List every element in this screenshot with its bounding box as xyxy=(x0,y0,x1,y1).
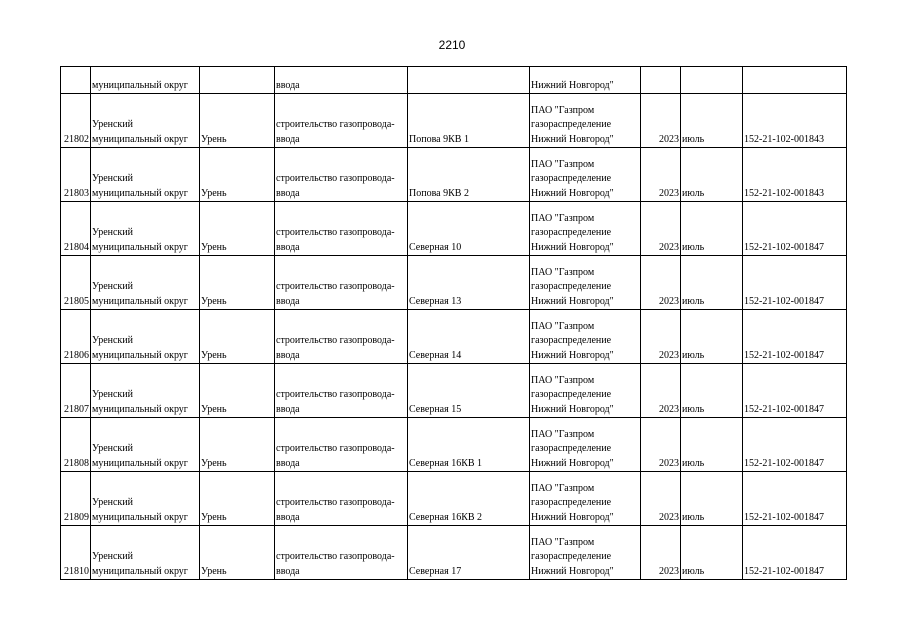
cell-code: 152-21-102-001843 xyxy=(743,148,847,202)
cell-address: Северная 15 xyxy=(408,364,530,418)
district-line: Уренский xyxy=(92,497,133,508)
cell-district xyxy=(91,94,200,148)
owner-line: газораспределение xyxy=(531,173,612,184)
cell-number: 21809 xyxy=(61,472,91,526)
cell-code: 152-21-102-001847 xyxy=(743,256,847,310)
cell-owner xyxy=(530,364,641,418)
cell-address: Северная 14 xyxy=(408,310,530,364)
cell-month: июль xyxy=(681,256,743,310)
owner-line: Нижний Новгород" xyxy=(531,133,614,145)
cell-month: июль xyxy=(681,202,743,256)
table-row xyxy=(61,256,847,310)
work-type-line: ввода xyxy=(276,133,300,145)
cell-year: 2023 xyxy=(641,364,681,418)
cell-code: 152-21-102-001843 xyxy=(743,94,847,148)
cell-owner xyxy=(530,148,641,202)
work-type-line: строительство газопровода- xyxy=(276,551,395,562)
cell-locality: Урень xyxy=(200,148,275,202)
cell-district xyxy=(91,364,200,418)
cell-district: муниципальный округ xyxy=(91,67,200,94)
cell-year: 2023 xyxy=(641,526,681,580)
work-type-line: ввода xyxy=(276,295,300,307)
cell-year: 2023 xyxy=(641,418,681,472)
cell-number: 21805 xyxy=(61,256,91,310)
work-type-line: строительство газопровода- xyxy=(276,173,395,184)
owner-line: ПАО "Газпром xyxy=(531,428,595,440)
table-row xyxy=(61,526,847,580)
cell-number: 21803 xyxy=(61,148,91,202)
cell-address: Северная 16КВ 2 xyxy=(408,472,530,526)
cell-owner xyxy=(530,310,641,364)
cell-locality: Урень xyxy=(200,418,275,472)
cell-code: 152-21-102-001847 xyxy=(743,202,847,256)
owner-line: ПАО "Газпром xyxy=(531,536,595,548)
district-line: Уренский xyxy=(92,335,133,346)
district-line: Уренский xyxy=(92,443,133,454)
cell-work-type xyxy=(275,310,408,364)
district-line: муниципальный округ xyxy=(92,403,188,415)
cell-code xyxy=(743,67,847,94)
work-type-line: строительство газопровода- xyxy=(276,281,395,292)
cell-month: июль xyxy=(681,148,743,202)
owner-line: Нижний Новгород" xyxy=(531,187,614,199)
district-line: муниципальный округ xyxy=(92,511,188,523)
cell-number: 21810 xyxy=(61,526,91,580)
cell-owner xyxy=(530,94,641,148)
cell-district xyxy=(91,202,200,256)
cell-district xyxy=(91,472,200,526)
owner-line: газораспределение xyxy=(531,335,612,346)
work-type-line: ввода xyxy=(276,457,300,469)
owner-line: ПАО "Газпром xyxy=(531,320,595,332)
district-line: муниципальный округ xyxy=(92,349,188,361)
owner-line: ПАО "Газпром xyxy=(531,212,595,224)
owner-line: газораспределение xyxy=(531,119,612,130)
cell-locality: Урень xyxy=(200,310,275,364)
cell-year: 2023 xyxy=(641,148,681,202)
cell-month: июль xyxy=(681,526,743,580)
cell-address: Попова 9КВ 1 xyxy=(408,94,530,148)
table-row xyxy=(61,310,847,364)
cell-code: 152-21-102-001847 xyxy=(743,364,847,418)
cell-code: 152-21-102-001847 xyxy=(743,418,847,472)
owner-line: газораспределение xyxy=(531,551,612,562)
cell-number: 21807 xyxy=(61,364,91,418)
cell-year: 2023 xyxy=(641,94,681,148)
work-type-line: строительство газопровода- xyxy=(276,497,395,508)
cell-work-type xyxy=(275,364,408,418)
district-line: Уренский xyxy=(92,173,133,184)
work-type-line: строительство газопровода- xyxy=(276,389,395,400)
cell-district xyxy=(91,526,200,580)
owner-line: Нижний Новгород" xyxy=(531,349,614,361)
owner-line: Нижний Новгород" xyxy=(531,457,614,469)
table-row xyxy=(61,148,847,202)
cell-year: 2023 xyxy=(641,202,681,256)
work-type-line: строительство газопровода- xyxy=(276,227,395,238)
cell-district xyxy=(91,418,200,472)
cell-year: 2023 xyxy=(641,472,681,526)
cell-locality: Урень xyxy=(200,526,275,580)
table-row xyxy=(61,418,847,472)
cell-month: июль xyxy=(681,94,743,148)
table-row xyxy=(61,472,847,526)
cell-owner xyxy=(530,472,641,526)
cell-address: Попова 9КВ 2 xyxy=(408,148,530,202)
owner-line: газораспределение xyxy=(531,281,612,292)
cell-month xyxy=(681,67,743,94)
cell-number: 21804 xyxy=(61,202,91,256)
cell-number: 21808 xyxy=(61,418,91,472)
district-line: муниципальный округ xyxy=(92,457,188,469)
owner-line: Нижний Новгород" xyxy=(531,511,614,523)
cell-locality: Урень xyxy=(200,94,275,148)
table-body xyxy=(61,67,847,580)
cell-owner xyxy=(530,202,641,256)
cell-work-type xyxy=(275,256,408,310)
table-row xyxy=(61,202,847,256)
table-row xyxy=(61,94,847,148)
cell-address: Северная 10 xyxy=(408,202,530,256)
district-line: Уренский xyxy=(92,389,133,400)
owner-line: Нижний Новгород" xyxy=(531,295,614,307)
cell-district xyxy=(91,256,200,310)
cell-code: 152-21-102-001847 xyxy=(743,472,847,526)
district-line: муниципальный округ xyxy=(92,241,188,253)
work-type-line: строительство газопровода- xyxy=(276,443,395,454)
cell-year: 2023 xyxy=(641,310,681,364)
district-line: муниципальный округ xyxy=(92,565,188,577)
owner-line: Нижний Новгород" xyxy=(531,565,614,577)
cell-work-type xyxy=(275,418,408,472)
district-line: муниципальный округ xyxy=(92,295,188,307)
cell-address xyxy=(408,67,530,94)
cell-code: 152-21-102-001847 xyxy=(743,526,847,580)
cell-locality: Урень xyxy=(200,256,275,310)
cell-work-type: ввода xyxy=(275,67,408,94)
cell-address: Северная 16КВ 1 xyxy=(408,418,530,472)
cell-month: июль xyxy=(681,472,743,526)
district-line: Уренский xyxy=(92,119,133,130)
cell-locality xyxy=(200,67,275,94)
owner-line: газораспределение xyxy=(531,497,612,508)
cell-work-type xyxy=(275,526,408,580)
owner-line: газораспределение xyxy=(531,227,612,238)
owner-line: газораспределение xyxy=(531,443,612,454)
owner-line: ПАО "Газпром xyxy=(531,104,595,116)
cell-locality: Урень xyxy=(200,364,275,418)
registry-table xyxy=(60,66,847,580)
work-type-line: ввода xyxy=(276,349,300,361)
cell-month: июль xyxy=(681,364,743,418)
cell-owner xyxy=(530,418,641,472)
cell-number: 21806 xyxy=(61,310,91,364)
district-line: Уренский xyxy=(92,551,133,562)
district-line: муниципальный округ xyxy=(92,133,188,145)
cell-year: 2023 xyxy=(641,256,681,310)
table-row xyxy=(61,364,847,418)
work-type-line: строительство газопровода- xyxy=(276,119,395,130)
owner-line: Нижний Новгород" xyxy=(531,241,614,253)
cell-address: Северная 17 xyxy=(408,526,530,580)
cell-code: 152-21-102-001847 xyxy=(743,310,847,364)
cell-owner xyxy=(530,526,641,580)
cell-work-type xyxy=(275,202,408,256)
cell-locality: Урень xyxy=(200,202,275,256)
cell-month: июль xyxy=(681,418,743,472)
cell-work-type xyxy=(275,94,408,148)
work-type-line: строительство газопровода- xyxy=(276,335,395,346)
cell-owner xyxy=(530,256,641,310)
district-line: Уренский xyxy=(92,227,133,238)
cell-work-type xyxy=(275,148,408,202)
owner-line: ПАО "Газпром xyxy=(531,374,595,386)
district-line: муниципальный округ xyxy=(92,187,188,199)
owner-line: ПАО "Газпром xyxy=(531,266,595,278)
work-type-line: ввода xyxy=(276,241,300,253)
cell-number: 21802 xyxy=(61,94,91,148)
cell-district xyxy=(91,310,200,364)
cell-number xyxy=(61,67,91,94)
cell-locality: Урень xyxy=(200,472,275,526)
table-row-continuation xyxy=(61,67,847,94)
owner-line: ПАО "Газпром xyxy=(531,158,595,170)
cell-address: Северная 13 xyxy=(408,256,530,310)
work-type-line: ввода xyxy=(276,187,300,199)
cell-district xyxy=(91,148,200,202)
cell-owner: Нижний Новгород" xyxy=(530,67,641,94)
cell-work-type xyxy=(275,472,408,526)
owner-line: газораспределение xyxy=(531,389,612,400)
cell-month: июль xyxy=(681,310,743,364)
owner-line: Нижний Новгород" xyxy=(531,403,614,415)
work-type-line: ввода xyxy=(276,511,300,523)
owner-line: ПАО "Газпром xyxy=(531,482,595,494)
cell-year xyxy=(641,67,681,94)
work-type-line: ввода xyxy=(276,403,300,415)
work-type-line: ввода xyxy=(276,565,300,577)
page-number: 2210 xyxy=(438,38,466,52)
district-line: Уренский xyxy=(92,281,133,292)
